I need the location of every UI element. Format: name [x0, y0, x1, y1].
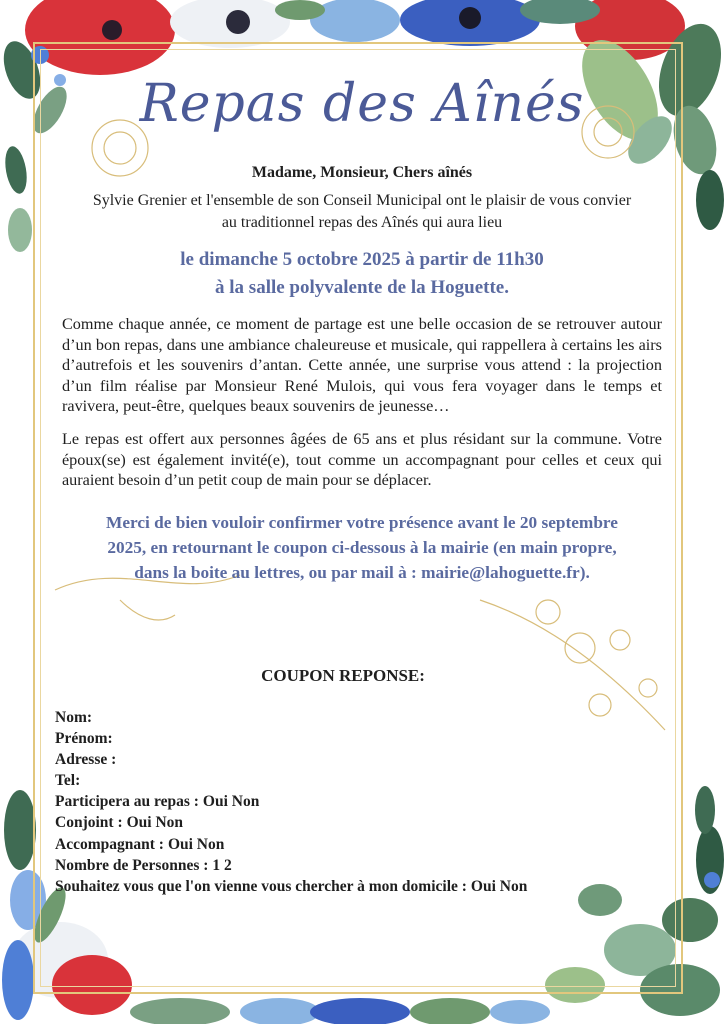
field-label: Adresse :: [55, 751, 117, 769]
field-nom: [55, 707, 655, 728]
bottom-flowers: [130, 998, 550, 1024]
greeting: Madame, Monsieur, Chers aînés: [251, 164, 473, 181]
coupon-title: COUPON REPONSE:: [261, 666, 425, 685]
field-label: Nombre de Personnes :: [55, 856, 209, 874]
field-options: Oui Non: [126, 814, 184, 832]
field-label: Accompagnant :: [55, 835, 164, 853]
field-participera: [55, 791, 655, 812]
field-label: Tel:: [55, 772, 81, 790]
field-nombre-personnes: [55, 855, 655, 876]
field-prenom: [55, 728, 655, 749]
event-place: à la salle polyvalente de la Hoguette.: [215, 277, 509, 298]
field-label: Conjoint :: [55, 814, 123, 832]
field-options: Oui Non: [167, 835, 225, 853]
intro-line-2: au traditionnel repas des Aînés qui aura lieu: [221, 214, 503, 231]
coupon-fields: [55, 707, 655, 897]
body-paragraph-2: Le repas est offert aux personnes âgées de 65 ans et plus résidant sur la commune. Votre époux(se) est également invité(e), tout comme un accompagnant pour celles et ceux qui auraient besoin d’un petit coup de main pour se déplacer.: [62, 430, 662, 489]
field-conjoint: [55, 812, 655, 833]
body-paragraph-1: Comme chaque année, ce moment de partage est une belle occasion de se retrouver autour d’un bon repas, dans une ambiance chaleureuse et musicale, qui rappellera à certains les airs d’autrefois et les souvenirs d’antan. Cette année, une surprise vous attend : la projection d’un film réalise par Monsieur René Mulois, qui vous fera voyager dans le temps et ravivera, peut-être, quelques beaux souvenirs de jeunesse…: [62, 315, 662, 415]
intro-text: [60, 190, 664, 234]
rsvp-line-2: 2025, en retournant le coupon ci-dessous à la mairie (en main propre,: [107, 538, 617, 557]
field-options: 1 2: [212, 856, 232, 874]
field-label: Prénom:: [55, 730, 113, 748]
field-adresse: [55, 749, 655, 770]
event-details: [0, 246, 724, 302]
intro-line-1: Sylvie Grenier et l'ensemble de son Conseil Municipal ont le plaisir de vous convier: [92, 192, 632, 209]
field-tel: [55, 770, 655, 791]
field-label: Participera au repas :: [55, 793, 199, 811]
page-title: Repas des Aînés: [139, 74, 585, 134]
rsvp-request: [52, 510, 672, 585]
field-accompagnant: [55, 834, 655, 855]
field-label: Souhaitez vous que l'on vienne vous chercher à mon domicile :: [55, 877, 467, 895]
event-date: le dimanche 5 octobre 2025 à partir de 11h30: [180, 249, 544, 270]
rsvp-line-1: Merci de bien vouloir confirmer votre présence avant le 20 septembre: [106, 513, 618, 532]
field-domicile: [55, 876, 655, 897]
field-label: Nom:: [55, 709, 93, 726]
field-options: Oui Non: [202, 793, 260, 811]
field-options: Oui Non: [470, 877, 528, 895]
rsvp-line-3: dans la boite au lettres, ou par mail à : mairie@lahoguette.fr).: [134, 563, 590, 582]
